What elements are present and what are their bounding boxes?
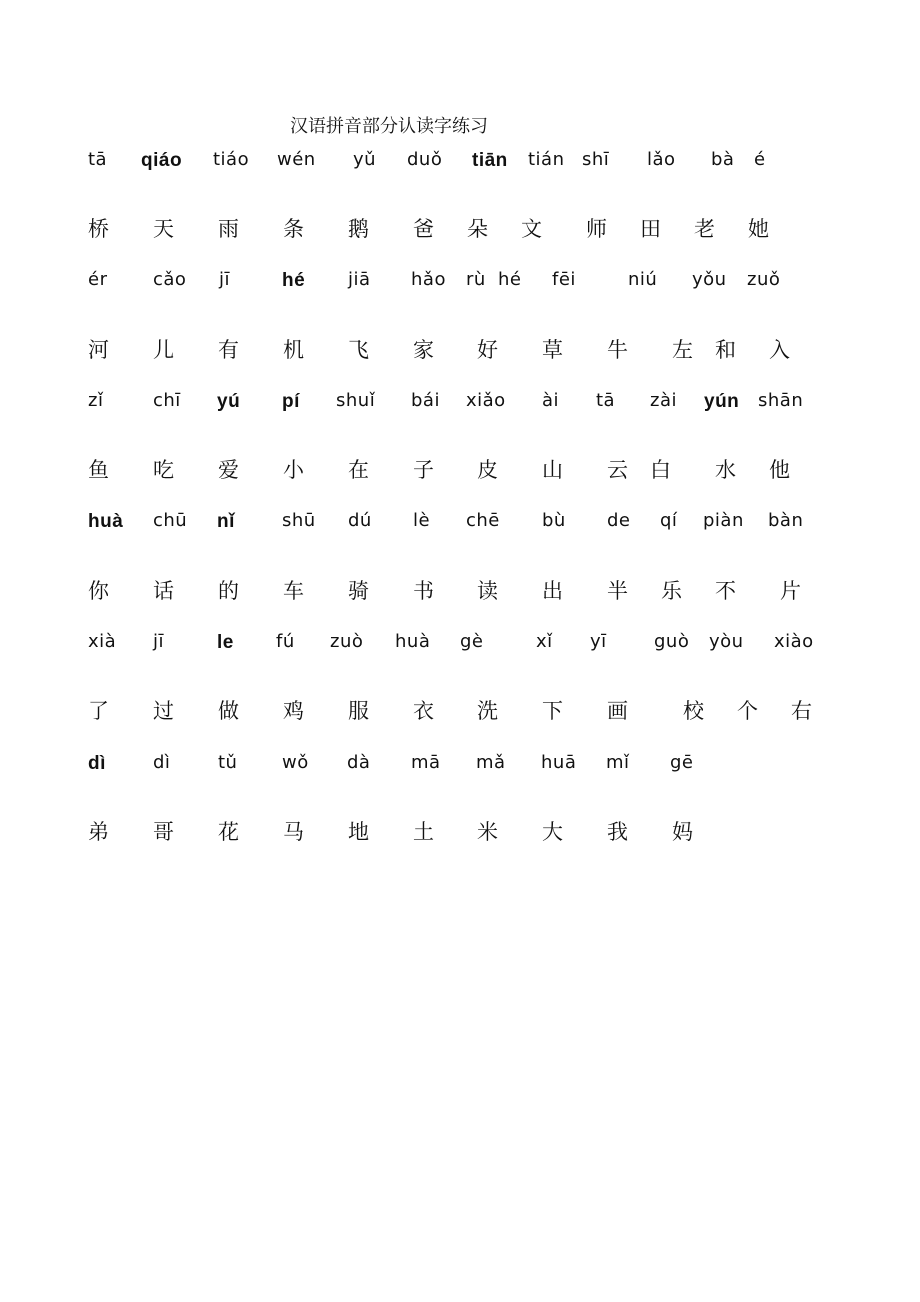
hanzi-char: 老: [694, 217, 715, 241]
hanzi-char: 桥: [88, 217, 109, 241]
hanzi-row-5: [0, 701, 920, 731]
pinyin-row-1: [0, 151, 920, 181]
pinyin-syllable: hé: [282, 270, 306, 291]
hanzi-char: 朵: [467, 217, 488, 241]
hanzi-char: 在: [348, 458, 369, 482]
pinyin-syllable: huā: [541, 752, 577, 773]
pinyin-syllable: shuǐ: [336, 390, 376, 411]
hanzi-char: 话: [153, 579, 174, 603]
pinyin-syllable: yǔ: [353, 149, 377, 170]
hanzi-row-2: [0, 340, 920, 370]
hanzi-char: 我: [607, 820, 628, 844]
hanzi-char: 他: [769, 458, 790, 482]
hanzi-row-4: [0, 581, 920, 611]
hanzi-row-3: [0, 460, 920, 490]
pinyin-row-2: [0, 271, 920, 301]
pinyin-syllable: xiǎo: [466, 390, 506, 411]
pinyin-row-4: [0, 512, 920, 542]
pinyin-syllable: hé: [498, 269, 522, 290]
pinyin-syllable: huà: [395, 631, 431, 652]
pinyin-syllable: zuǒ: [747, 269, 781, 290]
pinyin-syllable: bù: [542, 510, 566, 531]
hanzi-char: 吃: [153, 458, 174, 482]
pinyin-syllable: zuò: [330, 631, 364, 652]
hanzi-char: 牛: [607, 338, 628, 362]
pinyin-syllable: gè: [460, 631, 484, 652]
hanzi-char: 左: [672, 338, 693, 362]
pinyin-syllable: niú: [628, 269, 658, 290]
pinyin-syllable: zài: [650, 390, 677, 411]
pinyin-syllable: tā: [596, 390, 616, 411]
hanzi-char: 了: [88, 699, 109, 723]
pinyin-syllable: cǎo: [153, 269, 187, 290]
pinyin-syllable: bái: [411, 390, 440, 411]
pinyin-syllable: jī: [153, 631, 165, 652]
hanzi-char: 云: [607, 458, 628, 482]
pinyin-syllable: mǎ: [476, 752, 506, 773]
pinyin-syllable: fú: [276, 631, 295, 652]
hanzi-char: 衣: [413, 699, 434, 723]
pinyin-syllable: yī: [590, 631, 607, 652]
hanzi-char: 机: [283, 338, 304, 362]
hanzi-char: 飞: [348, 338, 369, 362]
hanzi-char: 白: [650, 458, 671, 482]
pinyin-syllable: shī: [582, 149, 610, 170]
pinyin-syllable: yún: [704, 391, 740, 412]
hanzi-char: 校: [683, 699, 704, 723]
pinyin-syllable: chē: [466, 510, 500, 531]
pinyin-syllable: dì: [153, 752, 171, 773]
hanzi-char: 地: [348, 820, 369, 844]
pinyin-syllable: tián: [528, 149, 565, 170]
pinyin-syllable: dú: [348, 510, 372, 531]
pinyin-syllable: de: [607, 510, 631, 531]
pinyin-syllable: qiáo: [141, 150, 183, 171]
pinyin-syllable: shū: [282, 510, 316, 531]
pinyin-syllable: tā: [88, 149, 108, 170]
pinyin-row-6: [0, 754, 920, 784]
pinyin-syllable: duǒ: [407, 149, 443, 170]
hanzi-char: 画: [607, 699, 628, 723]
hanzi-char: 下: [542, 699, 563, 723]
pinyin-syllable: mǐ: [606, 752, 630, 773]
hanzi-char: 子: [413, 458, 434, 482]
hanzi-char: 洗: [477, 699, 498, 723]
pinyin-syllable: yòu: [709, 631, 744, 652]
hanzi-char: 不: [715, 579, 736, 603]
pinyin-syllable: rù: [466, 269, 486, 290]
pinyin-syllable: xǐ: [536, 631, 553, 652]
pinyin-syllable: tiān: [472, 150, 508, 171]
hanzi-char: 读: [477, 579, 498, 603]
hanzi-char: 半: [607, 579, 628, 603]
hanzi-char: 和: [715, 338, 736, 362]
hanzi-char: 天: [153, 217, 174, 241]
pinyin-syllable: chī: [153, 390, 181, 411]
hanzi-char: 鱼: [88, 458, 109, 482]
pinyin-syllable: xià: [88, 631, 117, 652]
hanzi-char: 河: [88, 338, 109, 362]
hanzi-char: 马: [283, 820, 304, 844]
pinyin-syllable: wén: [277, 149, 316, 170]
pinyin-syllable: dà: [347, 752, 371, 773]
hanzi-char: 片: [780, 579, 801, 603]
pinyin-syllable: gē: [670, 752, 694, 773]
pinyin-syllable: chū: [153, 510, 188, 531]
hanzi-row-6: [0, 822, 920, 852]
hanzi-char: 小: [283, 458, 304, 482]
hanzi-char: 田: [640, 217, 661, 241]
page-title: 汉语拼音部分认读字练习: [290, 116, 488, 137]
hanzi-char: 过: [153, 699, 174, 723]
hanzi-char: 皮: [477, 458, 498, 482]
hanzi-char: 花: [218, 820, 239, 844]
hanzi-char: 车: [283, 579, 304, 603]
pinyin-syllable: le: [217, 632, 234, 653]
pinyin-syllable: piàn: [703, 510, 744, 531]
pinyin-syllable: tǔ: [218, 752, 238, 773]
pinyin-syllable: fēi: [552, 269, 576, 290]
hanzi-char: 儿: [153, 338, 174, 362]
hanzi-char: 草: [542, 338, 563, 362]
pinyin-syllable: bà: [711, 149, 735, 170]
pinyin-syllable: yú: [217, 391, 241, 412]
hanzi-char: 山: [542, 458, 563, 482]
hanzi-char: 鹅: [348, 217, 369, 241]
hanzi-char: 爸: [413, 217, 434, 241]
hanzi-char: 雨: [218, 217, 239, 241]
pinyin-syllable: guò: [654, 631, 690, 652]
hanzi-row-1: [0, 219, 920, 249]
pinyin-syllable: é: [754, 149, 766, 170]
pinyin-syllable: hǎo: [411, 269, 446, 290]
pinyin-row-5: [0, 633, 920, 663]
hanzi-char: 的: [218, 579, 239, 603]
hanzi-char: 家: [413, 338, 434, 362]
pinyin-syllable: nǐ: [217, 511, 235, 532]
pinyin-syllable: xiào: [774, 631, 814, 652]
hanzi-char: 米: [477, 820, 498, 844]
pinyin-syllable: lǎo: [647, 149, 676, 170]
hanzi-char: 水: [715, 458, 736, 482]
hanzi-char: 有: [218, 338, 239, 362]
pinyin-syllable: pí: [282, 391, 300, 412]
hanzi-char: 妈: [672, 820, 693, 844]
hanzi-char: 鸡: [283, 699, 304, 723]
hanzi-char: 你: [88, 579, 109, 603]
hanzi-char: 右: [791, 699, 812, 723]
pinyin-syllable: tiáo: [213, 149, 250, 170]
hanzi-char: 土: [413, 820, 434, 844]
pinyin-syllable: jī: [219, 269, 231, 290]
pinyin-syllable: dì: [88, 753, 106, 774]
hanzi-char: 弟: [88, 820, 109, 844]
hanzi-char: 文: [521, 217, 542, 241]
hanzi-char: 她: [748, 217, 769, 241]
hanzi-char: 个: [737, 699, 758, 723]
hanzi-char: 大: [542, 820, 563, 844]
hanzi-char: 骑: [348, 579, 369, 603]
pinyin-syllable: yǒu: [692, 269, 727, 290]
hanzi-char: 乐: [661, 579, 682, 603]
pinyin-syllable: jiā: [348, 269, 371, 290]
pinyin-row-3: [0, 392, 920, 422]
pinyin-syllable: bàn: [768, 510, 804, 531]
hanzi-char: 书: [413, 579, 434, 603]
hanzi-char: 出: [542, 579, 563, 603]
pinyin-syllable: huà: [88, 511, 124, 532]
pinyin-syllable: mā: [411, 752, 441, 773]
hanzi-char: 入: [769, 338, 790, 362]
hanzi-char: 爱: [218, 458, 239, 482]
hanzi-char: 好: [477, 338, 498, 362]
pinyin-syllable: lè: [413, 510, 431, 531]
hanzi-char: 条: [283, 217, 304, 241]
hanzi-char: 做: [218, 699, 239, 723]
pinyin-syllable: wǒ: [282, 752, 309, 773]
pinyin-syllable: zǐ: [88, 390, 104, 411]
hanzi-char: 服: [348, 699, 369, 723]
pinyin-syllable: shān: [758, 390, 804, 411]
pinyin-syllable: ài: [542, 390, 560, 411]
pinyin-syllable: qí: [660, 510, 678, 531]
hanzi-char: 师: [586, 217, 607, 241]
pinyin-syllable: ér: [88, 269, 108, 290]
hanzi-char: 哥: [153, 820, 174, 844]
